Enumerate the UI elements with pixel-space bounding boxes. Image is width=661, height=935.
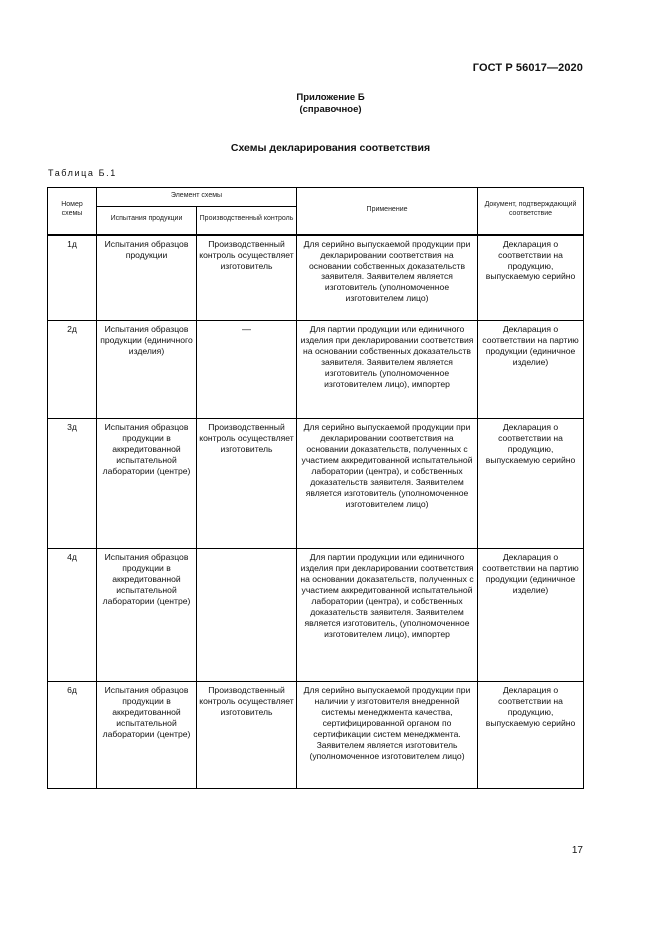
cell-production-control: Производственный контроль осуществляет изготовитель <box>197 682 297 789</box>
cell-production-control: Производственный контроль осуществляет изготовитель <box>197 235 297 321</box>
cell-production-control <box>197 549 297 682</box>
cell-number: 2д <box>48 321 97 419</box>
cell-application: Для серийно выпускаемой продукции при декларировании соответствия на основании собственных доказательств заявителя. Заявителем является изготовитель (уполномоченное изготовителем лицо) <box>297 235 478 321</box>
appendix-heading <box>0 92 661 116</box>
appendix-subtitle: (справочное) <box>299 104 362 115</box>
cell-production-control: — <box>197 321 297 419</box>
cell-document: Декларация о соответствии на продукцию, выпускаемую серийно <box>478 682 584 789</box>
cell-number: 6д <box>48 682 97 789</box>
cell-number: 4д <box>48 549 97 682</box>
cell-number: 1д <box>48 235 97 321</box>
cell-testing: Испытания образцов продукции в аккредитованной испытательной лаборатории (центре) <box>97 549 197 682</box>
cell-testing: Испытания образцов продукции (единичного изделия) <box>97 321 197 419</box>
header-production-control: Производственный контроль <box>197 207 297 235</box>
declaration-schemes-table <box>47 187 584 789</box>
table-row <box>48 419 584 549</box>
cell-number: 3д <box>48 419 97 549</box>
cell-testing: Испытания образцов продукции в аккредитованной испытательной лаборатории (центре) <box>97 682 197 789</box>
appendix-title: Приложение Б <box>296 92 365 103</box>
table-caption: Таблица Б.1 <box>48 168 117 178</box>
table-row <box>48 682 584 789</box>
cell-testing: Испытания образцов продукции в аккредитованной испытательной лаборатории (центре) <box>97 419 197 549</box>
table-row <box>48 549 584 682</box>
cell-document: Декларация о соответствии на партию продукции (единичное изделие) <box>478 549 584 682</box>
document-title: Схемы декларирования соответствия <box>230 142 431 154</box>
standard-number: ГОСТ Р 56017—2020 <box>472 62 583 74</box>
cell-application: Для серийно выпускаемой продукции при декларировании соответствия на основании доказательств, полученных с участием аккредитованной испытательной лаборатории (центра), и собственных доказательств заявителя. Заявителем является изготовитель (уполномоченное изготовителем лицо) <box>297 419 478 549</box>
header-document: Документ, подтверждающий соответствие <box>478 188 584 235</box>
cell-document: Декларация о соответствии на продукцию, выпускаемую серийно <box>478 235 584 321</box>
header-application: Применение <box>297 188 478 235</box>
cell-application: Для серийно выпускаемой продукции при наличии у изготовителя внедренной системы менеджмента качества, сертифицированной органом по сертификации систем менеджмента. Заявителем является изготовитель (уполномоченное изготовителем лицо) <box>297 682 478 789</box>
header-element-group: Элемент схемы <box>97 188 297 207</box>
cell-production-control: Производственный контроль осуществляет изготовитель <box>197 419 297 549</box>
table-row <box>48 235 584 321</box>
page-number: 17 <box>571 845 583 856</box>
header-testing: Испытания продукции <box>97 207 197 235</box>
cell-document: Декларация о соответствии на продукцию, выпускаемую серийно <box>478 419 584 549</box>
header-number: Номер схемы <box>48 188 97 235</box>
cell-document: Декларация о соответствии на партию продукции (единичное изделие) <box>478 321 584 419</box>
cell-application: Для партии продукции или единичного изделия при декларировании соответствия на основании доказательств, полученных с участием аккредитованной испытательной лаборатории (центра), и собственных доказательств заявителя. Заявителем является изготовитель, (уполномоченное изготовителем лицо), импортер <box>297 549 478 682</box>
table-row <box>48 321 584 419</box>
cell-application: Для партии продукции или единичного изделия при декларировании соответствия на основании собственных доказательств заявителя. Заявителем является изготовитель (уполномоченное изготовителем лицо), импортер <box>297 321 478 419</box>
cell-testing: Испытания образцов продукции <box>97 235 197 321</box>
